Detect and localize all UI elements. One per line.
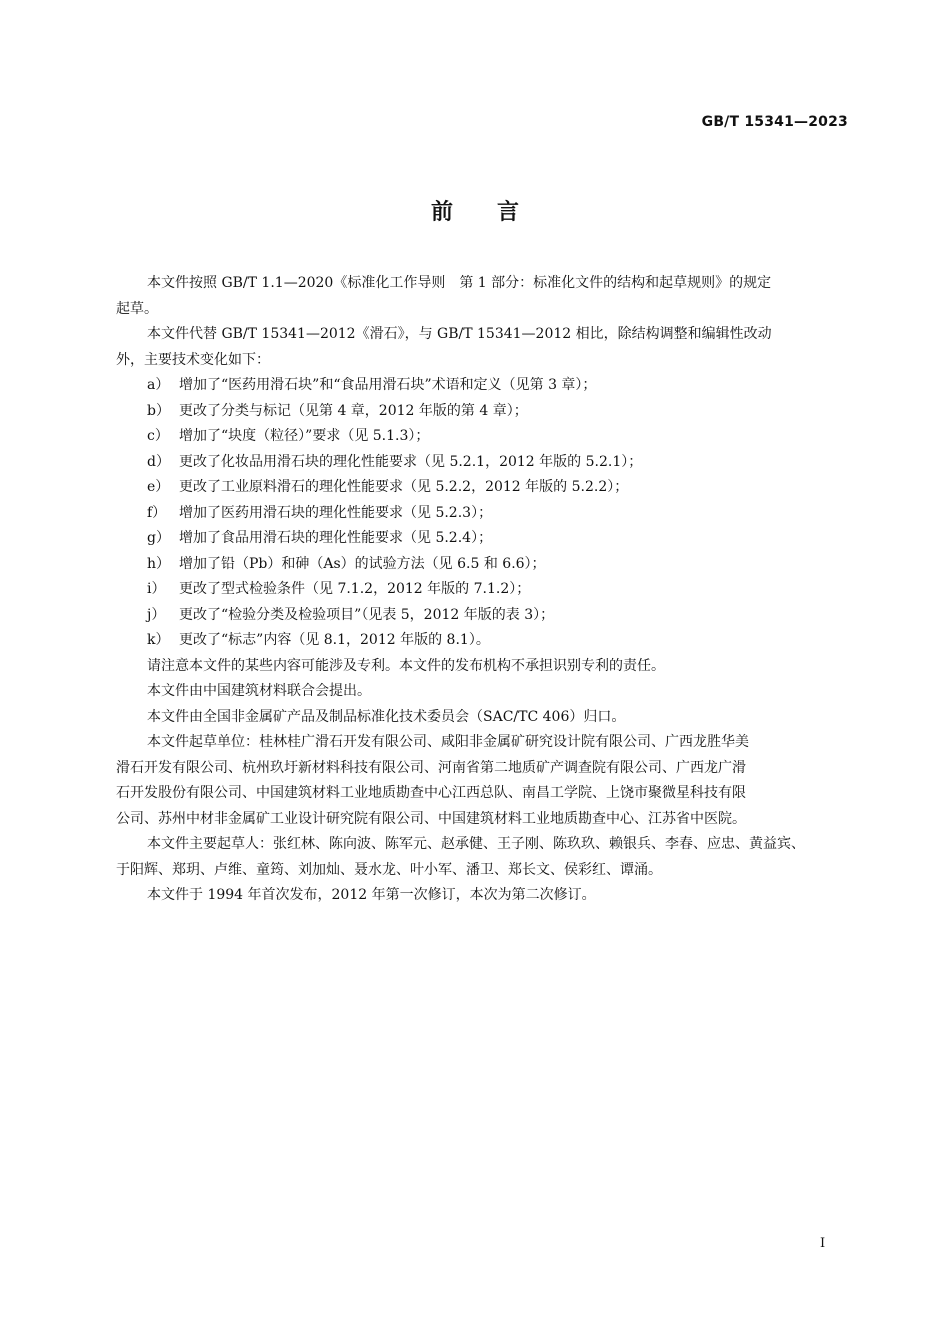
- paragraph: [116, 883, 850, 909]
- paragraph: [116, 654, 850, 680]
- list-item: [116, 526, 850, 552]
- paragraph-line: 起草。: [116, 300, 158, 317]
- paragraph-line: 本文件于 1994 年首次发布，2012 年第一次修订，本次为第二次修订。: [147, 887, 596, 903]
- paragraph-line: 滑石开发有限公司、杭州玖圩新材料科技有限公司、河南省第二地质矿产调查院有限公司、广西龙广滑: [116, 759, 746, 776]
- list-marker: a）: [147, 377, 170, 393]
- paragraph-line: 于阳辉、郑玥、卢维、童筠、刘加灿、聂水龙、叶小军、潘卫、郑长文、侯彩红、谭涌。: [116, 861, 662, 878]
- paragraph-line: 本文件由全国非金属矿产品及制品标准化技术委员会（SAC/TC 406）归口。: [147, 708, 626, 725]
- intro-paragraphs: [116, 271, 850, 373]
- list-marker: k）: [147, 632, 170, 648]
- list-marker: b）: [147, 402, 170, 419]
- list-text: 更改了“检验分类及检验项目”（见表 5，2012 年版的表 3）；: [179, 606, 555, 623]
- list-item: [116, 450, 850, 476]
- list-text: 更改了“标志”内容（见 8.1，2012 年版的 8.1）。: [179, 632, 490, 648]
- list-item: [116, 603, 850, 629]
- closing-paragraphs: [116, 654, 850, 909]
- paragraph: [116, 271, 850, 322]
- document-body: [116, 271, 850, 909]
- list-marker: g）: [147, 530, 170, 546]
- list-text: 更改了分类与标记（见第 4 章，2012 年版的第 4 章）；: [179, 402, 528, 419]
- page-title: 前言: [430, 200, 563, 225]
- standard-code: GB/T 15341—2023: [701, 114, 848, 130]
- list-item: [116, 577, 850, 603]
- paragraph: [116, 832, 850, 883]
- list-marker: d）: [147, 453, 170, 470]
- paragraph-line: 公司、苏州中材非金属矿工业设计研究院有限公司、中国建筑材料工业地质勘查中心、江苏省中医院。: [116, 810, 746, 827]
- list-text: 增加了“医药用滑石块”和“食品用滑石块”术语和定义（见第 3 章）；: [179, 377, 597, 393]
- list-item: [116, 501, 850, 527]
- list-text: 更改了化妆品用滑石块的理化性能要求（见 5.2.1，2012 年版的 5.2.1）；: [179, 453, 643, 470]
- list-text: 更改了型式检验条件（见 7.1.2，2012 年版的 7.1.2）；: [179, 581, 531, 597]
- list-item: [116, 424, 850, 450]
- list-item: [116, 475, 850, 501]
- paragraph-line: 本文件按照 GB/T 1.1—2020《标准化工作导则 第 1 部分：标准化文件的结构和起草规则》的规定: [147, 275, 772, 291]
- paragraph-line: 石开发股份有限公司、中国建筑材料工业地质勘查中心江西总队、南昌工学院、上饶市聚微星科技有限: [116, 785, 746, 801]
- list-text: 更改了工业原料滑石的理化性能要求（见 5.2.2，2012 年版的 5.2.2）；: [179, 479, 629, 495]
- list-marker: h）: [147, 555, 171, 572]
- paragraph: [116, 322, 850, 373]
- list-text: 增加了食品用滑石块的理化性能要求（见 5.2.4）；: [179, 530, 493, 546]
- list-marker: e）: [147, 479, 170, 495]
- paragraph: [116, 679, 850, 705]
- list-marker: f）: [147, 504, 167, 521]
- list-item: [116, 399, 850, 425]
- changes-list: [116, 373, 850, 654]
- list-item: [116, 552, 850, 578]
- paragraph-line: 本文件代替 GB/T 15341—2012《滑石》，与 GB/T 15341—2012 相比，除结构调整和编辑性改动: [147, 326, 772, 342]
- paragraph: [116, 730, 850, 832]
- list-text: 增加了医药用滑石块的理化性能要求（见 5.2.3）；: [179, 504, 493, 521]
- paragraph-line: 请注意本文件的某些内容可能涉及专利。本文件的发布机构不承担识别专利的责任。: [147, 657, 665, 674]
- paragraph-line: 本文件起草单位：桂林桂广滑石开发有限公司、咸阳非金属矿研究设计院有限公司、广西龙胜华美: [147, 734, 749, 750]
- list-text: 增加了“块度（粒径）”要求（见 5.1.3）；: [179, 428, 430, 444]
- page-number: I: [820, 1236, 826, 1251]
- list-item: [116, 628, 850, 654]
- paragraph-line: 外，主要技术变化如下：: [116, 351, 270, 368]
- paragraph-line: 本文件由中国建筑材料联合会提出。: [147, 683, 371, 699]
- paragraph: [116, 705, 850, 731]
- list-marker: j）: [147, 606, 166, 623]
- list-text: 增加了铅（Pb）和砷（As）的试验方法（见 6.5 和 6.6）；: [179, 555, 546, 572]
- paragraph-line: 本文件主要起草人：张红林、陈向波、陈军元、赵承健、王子刚、陈玖玖、赖银兵、李春、应忠、黄益宾、: [147, 836, 805, 852]
- list-marker: c）: [147, 428, 169, 444]
- list-marker: i）: [147, 581, 166, 597]
- list-item: [116, 373, 850, 399]
